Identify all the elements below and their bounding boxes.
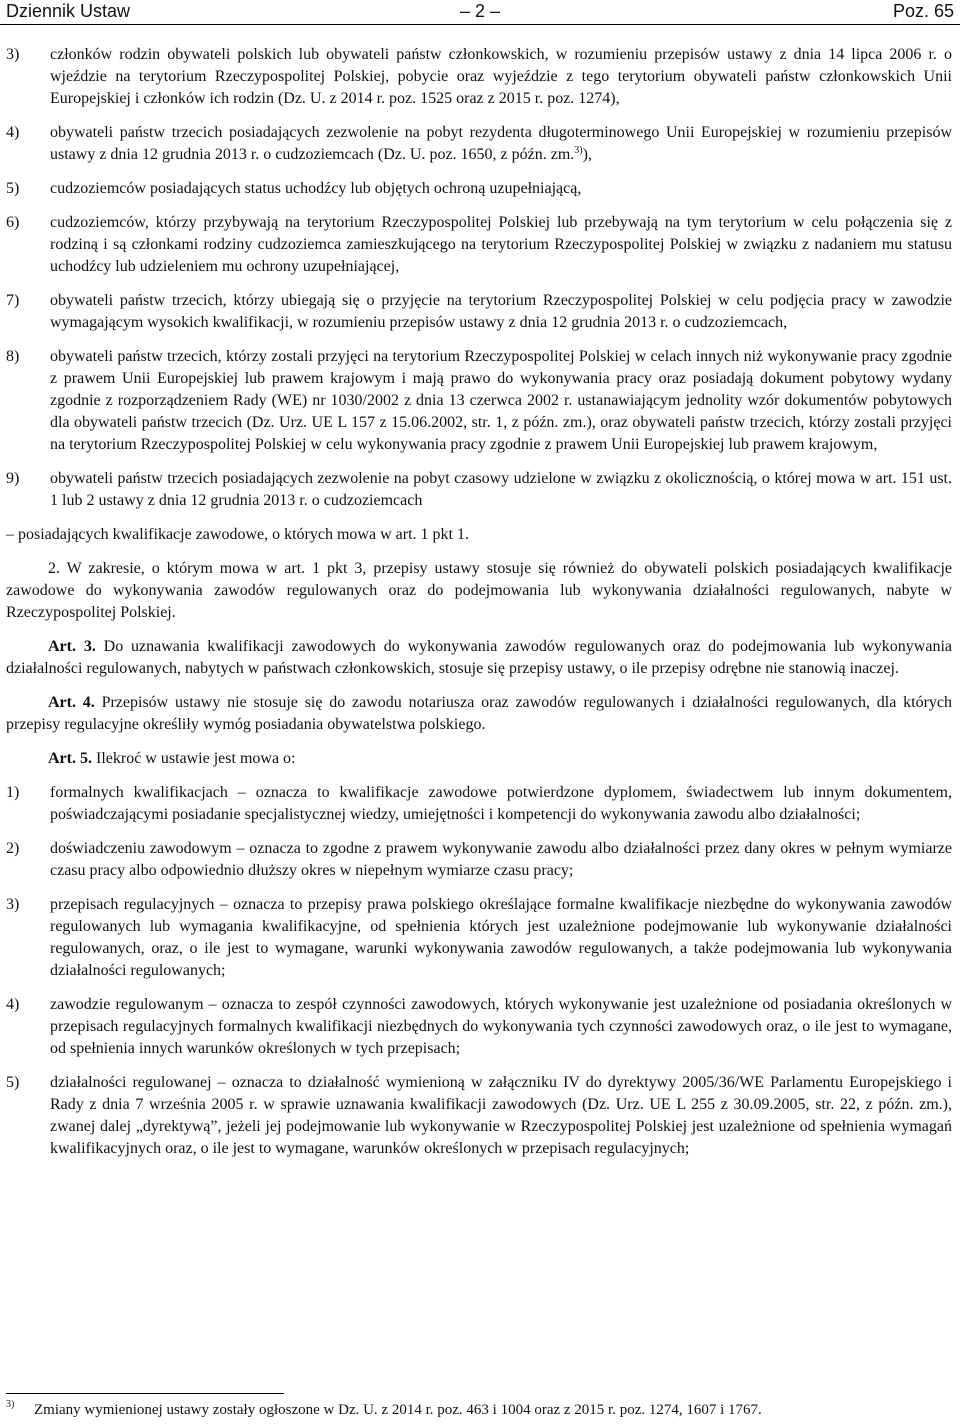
paragraph-2: 2. W zakresie, o którym mowa w art. 1 pkt 3, przepisy ustawy stosuje się również do obywateli polskich posiadających kwalifikacje zawodowe do wykonywania zawodów regulowanych oraz do podejmowania lub wykonywania działalności regulowanych, nabyte w Rzeczypospolitej Polskiej. (6, 560, 952, 621)
item-number: 8) (6, 348, 20, 365)
list-item (6, 44, 952, 110)
article-text: Do uznawania kwalifikacji zawodowych do wykonywania zawodów regulowanych oraz do podejmowania lub wykonywania działalności regulowanych, nabytych w państwach członkowskich, stosuje się przepisy ustawy, o ile przepisy odrębne nie stanowią inaczej. (6, 638, 952, 677)
article-4 (6, 692, 952, 736)
article-text: Ilekroć w ustawie jest mowa o: (95, 750, 296, 767)
page-number: – 2 – (459, 1, 501, 21)
list-item (6, 122, 952, 166)
item-text: członków rodzin obywateli polskich lub obywateli państw członkowskich, w rozumieniu przepisów ustawy z dnia 14 lipca 2006 r. o wjeździe na terytorium Rzeczypospolitej Polskiej, pobycie oraz wyjeździe z tego terytorium obywateli państw członkowskich Unii Europejskiej i członków ich rodzin (Dz. U. z 2014 r. poz. 1525 oraz z 2015 r. poz. 1274), (50, 46, 952, 107)
publication-name: Dziennik Ustaw (6, 1, 131, 21)
list-item (6, 212, 952, 278)
item-number: 5) (6, 1074, 20, 1091)
item-text: zawodzie regulowanym – oznacza to zespół czynności zawodowych, których wykonywanie jest uzależnione od posiadania określonych w przepisach regulacyjnych formalnych kwalifikacji niezbędnych do wykonywania tych czynności zawodowych oraz, o ile jest to wymagane, od spełnienia innych warunków określonych w tych przepisach; (50, 996, 952, 1057)
item-text: obywateli państw trzecich, którzy ubiegają się o przyjęcie na terytorium Rzeczypospolitej Polskiej w celu podjęcia pracy w zawodzie wymagającym wysokich kwalifikacji, w rozumieniu przepisów ustawy z dnia 12 grudnia 2013 r. o cudzoziemcach, (50, 292, 952, 331)
item-text: doświadczeniu zawodowym – oznacza to zgodne z prawem wykonywanie zawodu albo działalności przez dany okres w pełnym wymiarze czasu pracy albo odpowiednio dłuższy okres w niepełnym wymiarze czasu pracy; (50, 840, 952, 879)
item-text: cudzoziemców posiadających status uchodźcy lub objętych ochroną uzupełniającą, (50, 180, 582, 197)
item-number: 6) (6, 214, 20, 231)
footnote (6, 1401, 952, 1419)
footnote-text: Zmiany wymienionej ustawy zostały ogłoszone w Dz. U. z 2014 r. poz. 463 i 1004 oraz z 2015 r. poz. 1274, 1607 i 1767. (34, 1402, 762, 1418)
item-number: 4) (6, 124, 20, 141)
definition-item (6, 782, 952, 826)
item-text: formalnych kwalifikacjach – oznacza to kwalifikacje zawodowe potwierdzone dyplomem, świadectwem lub innym dokumentem, poświadczającymi posiadanie specjalistycznej wiedzy, umiejętności i kompetencji do wykonywania zawodu albo działalności; (50, 784, 952, 823)
definition-item (6, 994, 952, 1060)
article-label: Art. 4. (48, 694, 95, 711)
definition-item (6, 1072, 952, 1160)
item-number: 2) (6, 840, 20, 857)
article-label: Art. 5. (48, 750, 92, 767)
dash-line: – posiadających kwalifikacje zawodowe, o których mowa w art. 1 pkt 1. (6, 526, 469, 543)
list-item (6, 290, 952, 334)
item-text: obywateli państw trzecich posiadających zezwolenie na pobyt rezydenta długoterminowego Unii Europejskiej w rozumieniu przepisów ustawy z dnia 12 grudnia 2013 r. o cudzoziemcach (Dz. U. poz. 1650, z późn. zm. (50, 124, 952, 163)
footnote-divider (6, 1393, 284, 1394)
item-number: 3) (6, 896, 20, 913)
footnote-reference[interactable]: 3) (574, 145, 583, 156)
item-text: cudzoziemców, którzy przybywają na terytorium Rzeczypospolitej Polskiej lub przebywają na tym terytorium w celu połączenia się z rodziną i są członkami rodziny cudzoziemca zamieszkującego na terytorium Rzeczypospolitej Polskiej w związku z nadaniem mu statusu uchodźcy lub udzieleniem mu ochrony uzupełniającej, (50, 214, 952, 275)
list-item (6, 178, 952, 200)
article-3 (6, 636, 952, 680)
definition-item (6, 894, 952, 982)
item-text-end: ), (582, 146, 592, 163)
item-number: 3) (6, 46, 20, 63)
article-5 (6, 748, 952, 770)
list-item (6, 346, 952, 456)
item-number: 9) (6, 470, 20, 487)
item-text: działalności regulowanej – oznacza to działalność wymienioną w załączniku IV do dyrektywy 2005/36/WE Parlamentu Europejskiego i Rady z dnia 7 września 2005 r. w sprawie uznawania kwalifikacji zawodowych (Dz. Urz. UE L 255 z 30.09.2005, str. 22, z późn. zm.), zwanej dalej „dyrektywą”, jeżeli jej podejmowanie lub wykonywanie w Rzeczypospolitej Polskiej jest uzależnione od spełnienia wymagań kwalifikacyjnych oraz, o ile jest to wymagane, warunków określonych w przepisach regulacyjnych; (50, 1074, 952, 1157)
article-text: Przepisów ustawy nie stosuje się do zawodu notariusza oraz zawodów regulowanych i działalności regulowanych, dla których przepisy regulacyjne określiły wymóg posiadania obywatelstwa polskiego. (6, 694, 953, 733)
page-header (0, 0, 960, 25)
item-number: 1) (6, 784, 20, 801)
position-number: Poz. 65 (892, 1, 954, 21)
list-item (6, 468, 952, 512)
footnote-marker: 3) (6, 1399, 15, 1410)
item-text: obywateli państw trzecich posiadających zezwolenie na pobyt czasowy udzielone w związku z okolicznością, o której mowa w art. 151 ust. 1 lub 2 ustawy z dnia 12 grudnia 2013 r. o cudzoziemcach (50, 470, 952, 509)
item-number: 7) (6, 292, 20, 309)
definition-item (6, 838, 952, 882)
item-text: przepisach regulacyjnych – oznacza to przepisy prawa polskiego określające formalne kwalifikacje niezbędne do wykonywania zawodów regulowanych lub wymagania kwalifikacyjne, od spełnienia których jest uzależnione podejmowanie lub wykonywanie działalności regulowanych, oraz, o ile jest to wymagane, warunki wykonywania zawodów regulowanych, a także podejmowania lub wykonywania działalności regulowanych; (50, 896, 952, 979)
item-number: 4) (6, 996, 20, 1013)
article-label: Art. 3. (48, 638, 96, 655)
item-number: 5) (6, 180, 20, 197)
document-body (6, 44, 952, 1160)
item-text: obywateli państw trzecich, którzy zostali przyjęci na terytorium Rzeczypospolitej Polskiej w celach innych niż wykonywanie pracy zgodnie z prawem Unii Europejskiej lub prawem krajowym i mają prawo do wykonywania pracy oraz posiadają dokument pobytowy wydany zgodnie z rozporządzeniem Rady (WE) nr 1030/2002 z dnia 13 czerwca 2002 r. ustanawiającym jednolity wzór dokumentów pobytowych dla obywateli państw trzecich (Dz. Urz. UE L 157 z 15.06.2002, str. 1, z późn. zm.), oraz obywateli państw trzecich, którzy zostali przyjęci na terytorium Rzeczypospolitej Polskiej w celu wykonywania pracy zgodnie z prawem Unii Europejskiej lub prawem krajowym, (50, 348, 952, 453)
